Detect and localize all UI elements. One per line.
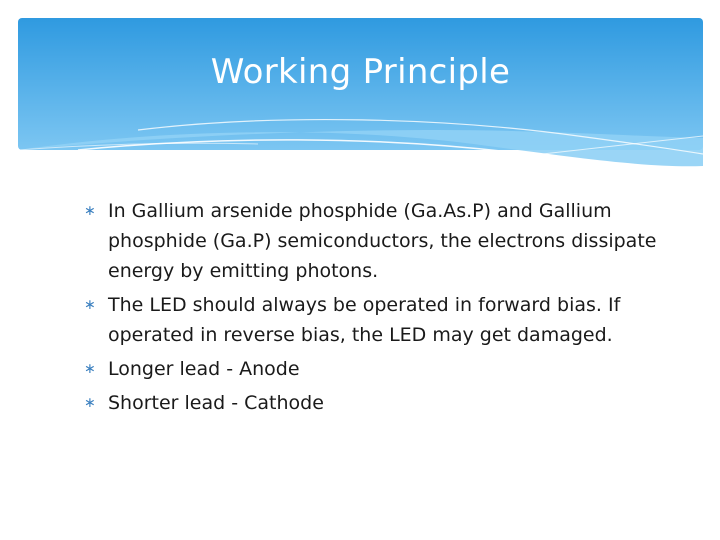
bullet-asterisk-icon: ∗ xyxy=(84,395,96,411)
bullet-asterisk-icon: ∗ xyxy=(84,297,96,313)
bullet-text: In Gallium arsenide phosphide (Ga.As.P) and Gallium phosphide (Ga.P) semiconductors, the electrons dissipate energy by emitting photons. xyxy=(108,200,657,282)
bullet-asterisk-icon: ∗ xyxy=(84,203,96,219)
bullet-list xyxy=(84,196,664,422)
bullet-item xyxy=(84,196,664,286)
slide-title: Working Principle xyxy=(210,52,511,92)
bullet-item xyxy=(84,354,664,384)
header-band xyxy=(18,18,703,188)
bullet-item xyxy=(84,388,664,418)
bullet-asterisk-icon: ∗ xyxy=(84,361,96,377)
bullet-text: The LED should always be operated in forward bias. If operated in reverse bias, the LED may get damaged. xyxy=(108,294,621,346)
bullet-text: Longer lead - Anode xyxy=(108,358,300,380)
bullet-item xyxy=(84,290,664,350)
bullet-text: Shorter lead - Cathode xyxy=(108,392,324,414)
header-wave-graphic xyxy=(18,18,703,188)
